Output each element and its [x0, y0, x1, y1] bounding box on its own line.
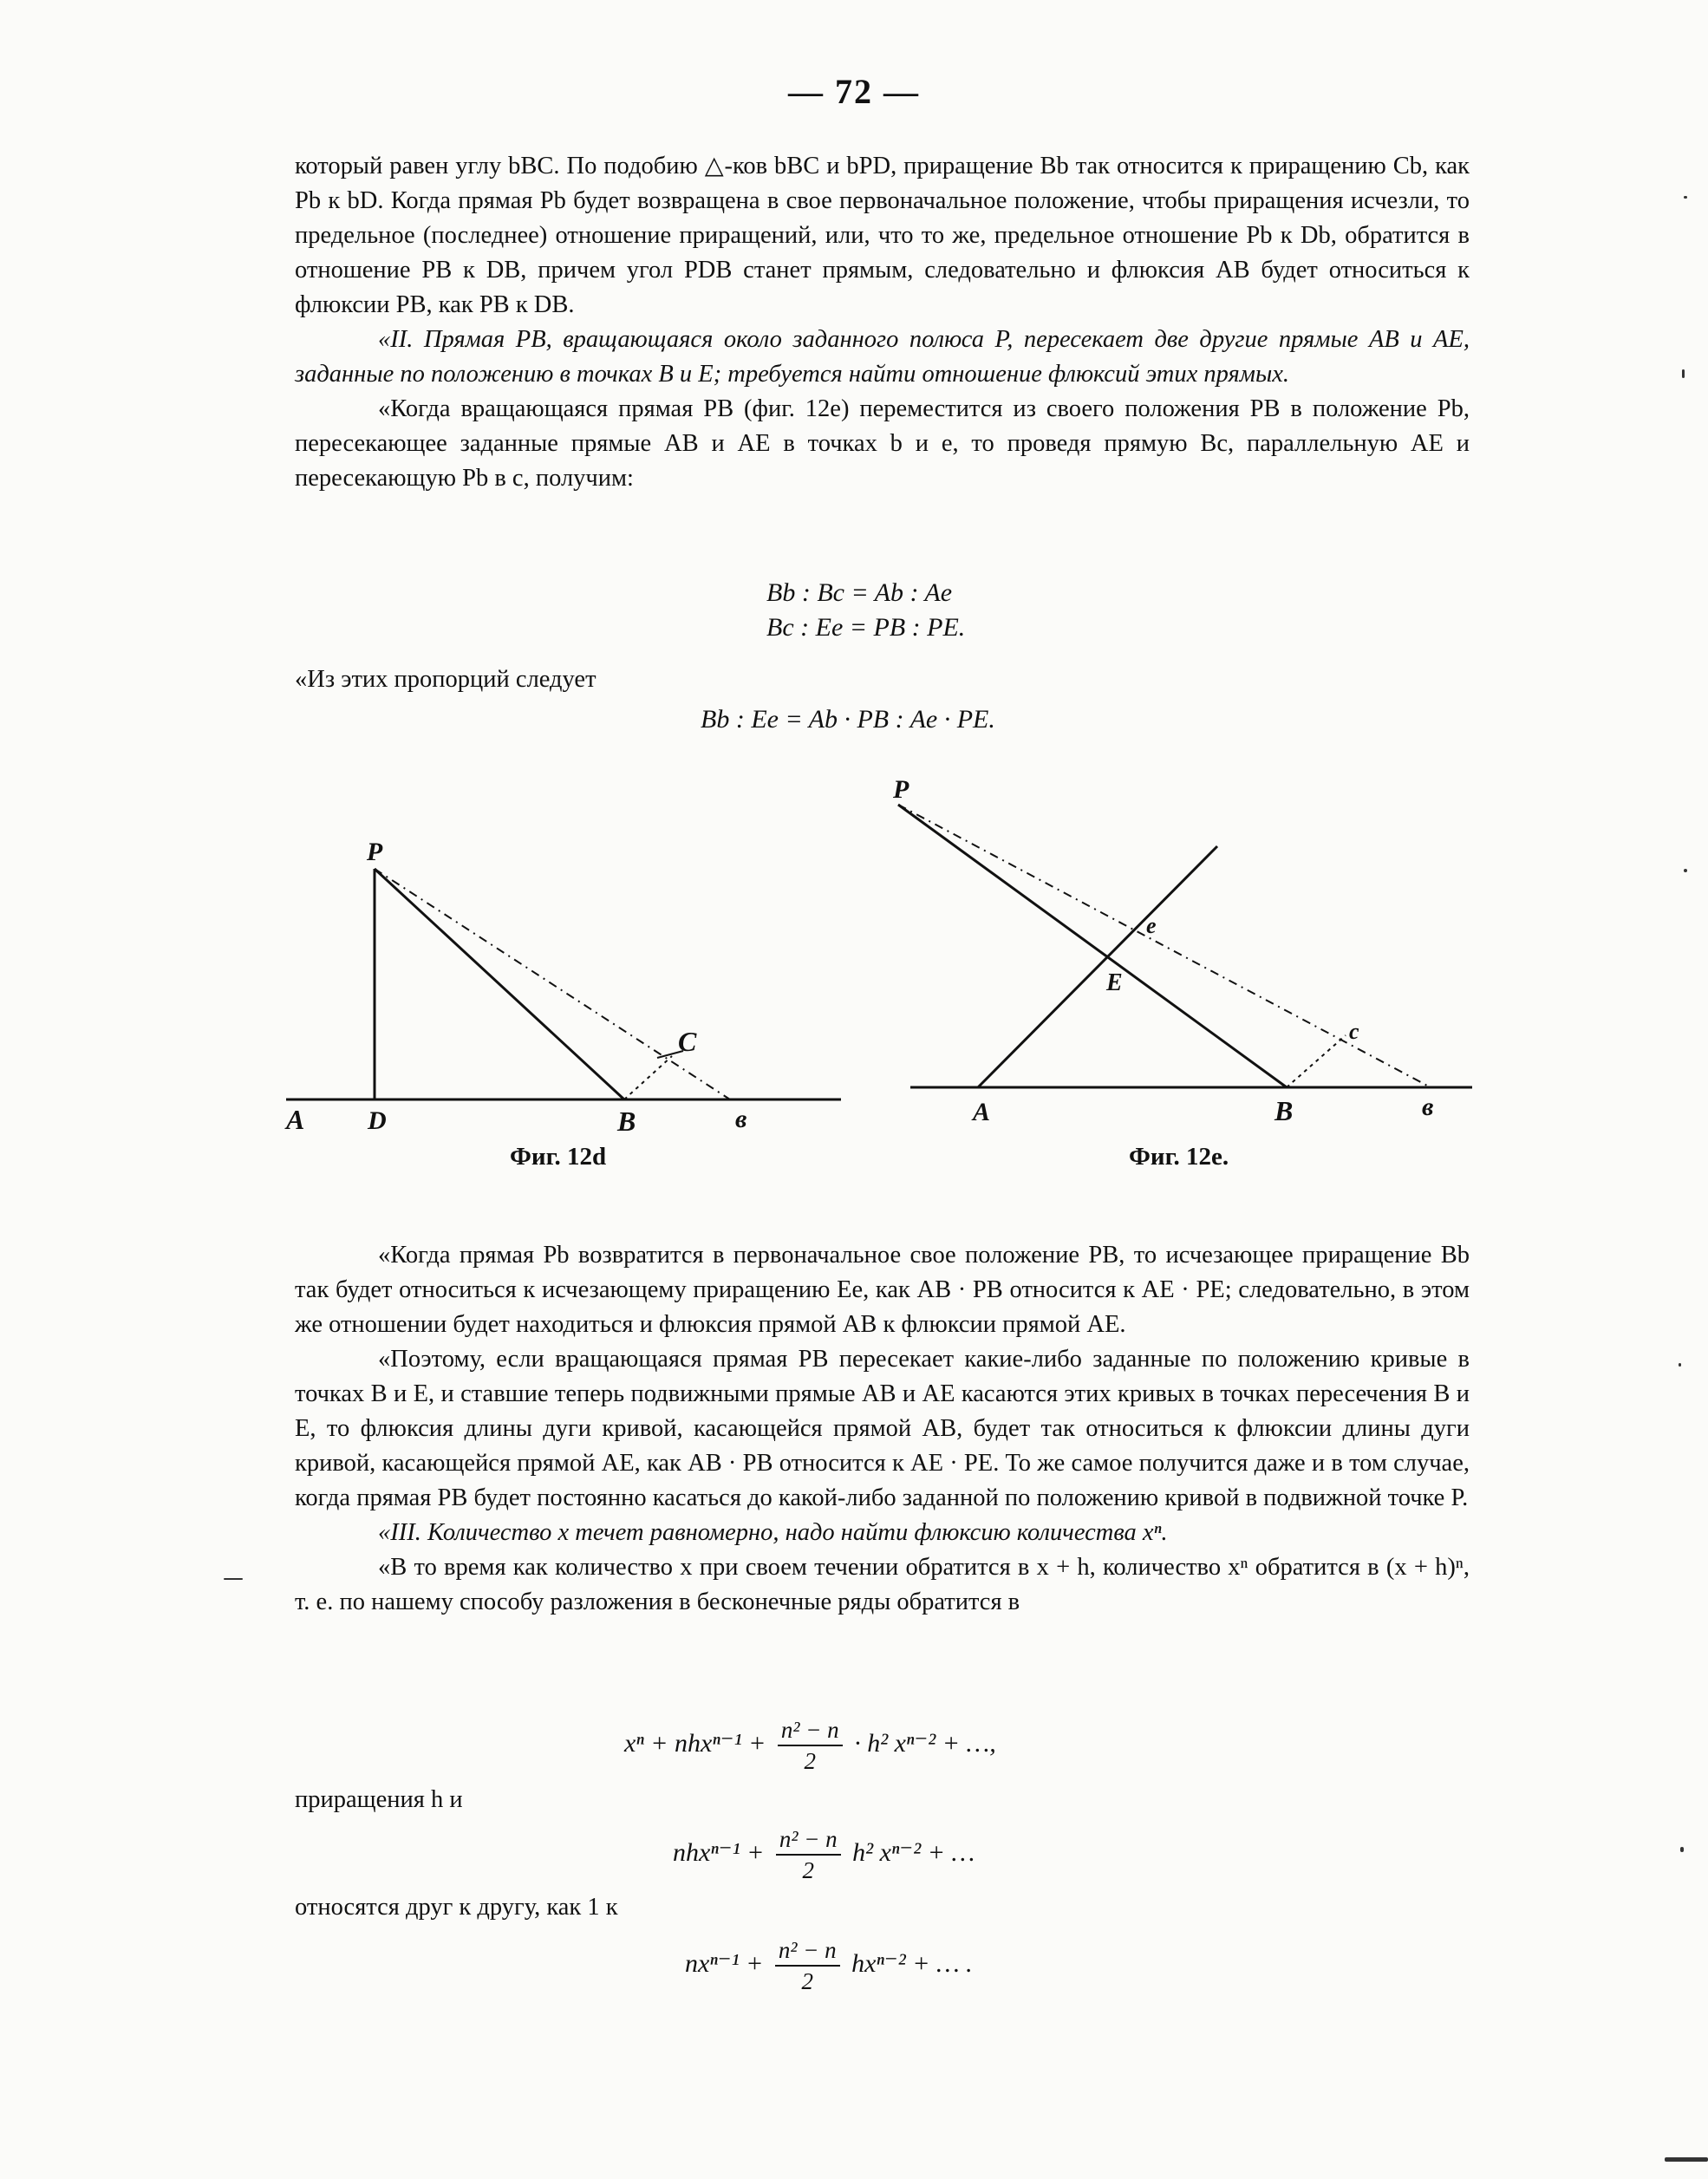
label-d: D — [368, 1106, 387, 1135]
text-block-proportion-intro — [295, 662, 1470, 697]
label-a: A — [973, 1098, 991, 1126]
paragraph-2-problem-ii: «II. Прямая PB, вращающаяся около заданного полюса P, пересекает две другие прямые AB и AE, заданные по положению в точках B и E; требуется найти отношение флюксий этих прямых. — [295, 326, 1470, 388]
fraction-denominator: 2 — [801, 1968, 813, 1994]
formula-series-expansion — [624, 1715, 996, 1776]
formula-ratio-lead: nxⁿ⁻¹ + — [685, 1948, 764, 1978]
paragraph-8: «В то время как количество x при своем течении обратится в x + h, количество xⁿ обратится в (x + h)ⁿ, т. е. по нашему способу разложения в бесконечные ряды обратится в — [295, 1554, 1470, 1615]
paragraph-5: «Когда прямая Pb возвратится в первоначальное свое положение PB, то исчезающее приращение Bb так будет относиться к исчезающему приращению Ee, как AB · PB относится к AE · PE; следовательно, в этом же отношении будет находиться и флюксия прямой AB к флюксии прямой AE. — [295, 1242, 1470, 1338]
text-block-ratio — [295, 1890, 1470, 1925]
fraction-ratio — [775, 1935, 840, 1996]
text-block-top — [295, 149, 1470, 496]
label-p: P — [893, 775, 909, 804]
fraction-numerator: n² − n — [778, 1715, 843, 1746]
formula-increment-tail: h² xⁿ⁻² + … — [852, 1837, 975, 1867]
label-e-small: e — [1146, 913, 1157, 938]
fraction-increment — [776, 1824, 841, 1885]
label-p: P — [366, 838, 383, 866]
formula-proportion-3: Bb : Ee = Ab · PB : Ae · PE. — [701, 705, 995, 734]
text-block-increments — [295, 1783, 1470, 1817]
scan-speck — [1684, 196, 1687, 199]
text-block-bottom — [295, 1238, 1470, 1620]
paragraph-9: приращения h и — [295, 1786, 463, 1813]
fraction-denominator: 2 — [804, 1748, 817, 1774]
fraction-numerator: n² − n — [776, 1824, 841, 1856]
label-c: C — [678, 1026, 697, 1057]
figure-12d — [277, 824, 867, 1136]
label-a: A — [286, 1104, 305, 1135]
line-ae — [978, 846, 1217, 1087]
label-b-small: в — [735, 1105, 747, 1133]
formula-increment-series — [673, 1824, 975, 1885]
formula-increment-lead: nhxⁿ⁻¹ + — [673, 1837, 765, 1867]
formula-proportion-1: Bb : Bc = Ab : Ae — [766, 578, 953, 607]
label-c: c — [1349, 1019, 1359, 1044]
scan-speck — [224, 1578, 243, 1580]
fraction-denominator: 2 — [802, 1857, 814, 1883]
paragraph-1: который равен углу bBC. По подобию △-ков bBC и bPD, приращение Bb так относится к приращению Cb, как Pb к bD. Когда прямая Pb будет возвращена в свое первоначальное положение, чтобы приращения исчезли, то предельное (последнее) отношение приращений, или, что то же, предельное отношение Pb к Db, обратится в отношение PB к DB, причем угол PDB станет прямым, следовательно и флюксия AB будет относиться к флюксии PB, как PB к DB. — [295, 153, 1470, 318]
paragraph-3: «Когда вращающаяся прямая PB (фиг. 12e) переместится из своего положения PB в положение Pb, пересекающее заданные прямые AB и AE в точках b и e, то проведя прямую Bc, параллельную AE и пересекающую Pb в c, получим: — [295, 395, 1470, 492]
paragraph-4: «Из этих пропорций следует — [295, 666, 596, 693]
page-number: — 72 — — [788, 72, 920, 111]
line-pb-dotted — [898, 805, 1431, 1087]
line-pb — [375, 869, 624, 1099]
caption-fig-12e: Фиг. 12e. — [1129, 1143, 1229, 1171]
formula-series-lead: xⁿ + nhxⁿ⁻¹ + — [624, 1728, 766, 1758]
scan-speck — [1684, 869, 1687, 872]
paragraph-6: «Поэтому, если вращающаяся прямая PB пересекает какие-либо заданные по положению кривые в точках B и E, и ставшие теперь подвижными прямые AB и AE касаются этих кривых в точках пересечения B и E, то флюксия длины дуги кривой, касающейся прямой AB, будет так относиться к флюксии длины дуги кривой, касающейся прямой AE, как AB · PB относится к AE · PE. То же самое получится даже и в том случае, когда прямая PB будет постоянно касаться до какой-либо заданной по положению кривой в подвижной точке P. — [295, 1346, 1470, 1511]
scan-speck — [1665, 2157, 1708, 2162]
formula-ratio-tail: hxⁿ⁻² + … . — [851, 1948, 973, 1978]
scan-speck — [1680, 1847, 1684, 1852]
scan-speck — [1679, 1363, 1681, 1367]
label-e: E — [1106, 969, 1123, 996]
line-pb — [898, 805, 1287, 1087]
scan-speck — [1682, 369, 1685, 378]
line-bc-dotted — [1287, 1035, 1346, 1087]
paragraph-7-problem-iii: «III. Количество x течет равномерно, надо найти флюксию количества xⁿ. — [378, 1519, 1168, 1546]
line-bc-dotted — [624, 1056, 672, 1099]
formula-ratio-series — [685, 1935, 973, 1996]
label-b: B — [1274, 1095, 1294, 1126]
fraction-numerator: n² − n — [775, 1935, 840, 1967]
formula-series-tail: · h² xⁿ⁻² + …, — [854, 1728, 996, 1758]
figure-12e — [893, 763, 1483, 1145]
caption-fig-12d: Фиг. 12d — [510, 1143, 607, 1171]
formula-proportion-2: Bc : Ee = PB : PE. — [766, 613, 966, 642]
paragraph-10: относятся друг к другу, как 1 к — [295, 1894, 618, 1921]
label-b-small: в — [1422, 1093, 1434, 1121]
fraction-series — [778, 1715, 843, 1776]
line-pb-dotted — [375, 869, 730, 1099]
label-b: B — [617, 1106, 636, 1137]
